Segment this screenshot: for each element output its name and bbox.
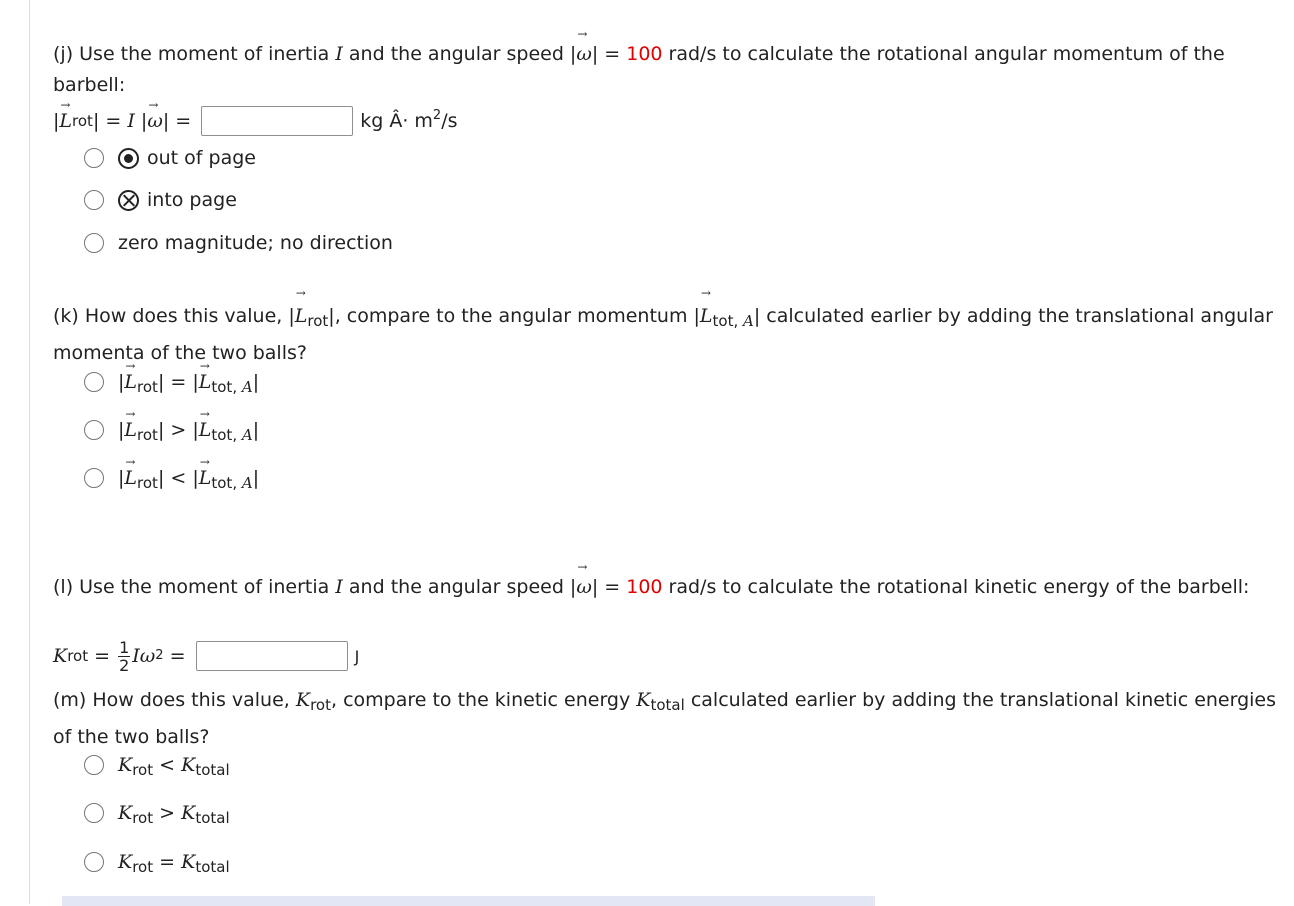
- option-m-less[interactable]: $K_{rot} < K_{total}$: [84, 751, 230, 779]
- option-k-greater[interactable]: |→ $L_{rot}|$ > |→ $L_{tot, A}|$: [84, 416, 259, 444]
- question-m-prompt: (m) How does this value, $K_{rot}$, compare to the kinetic energy $K_{total}$ calculated earlier by adding the translational kinetic energies of the two balls?: [53, 689, 1277, 748]
- radio-button[interactable]: [84, 148, 104, 168]
- option-m-greater[interactable]: $K_{rot} > K_{total}$: [84, 799, 230, 827]
- into-page-icon: [118, 190, 139, 211]
- option-k-less[interactable]: |→ $L_{rot}|$ < |→ $L_{tot, A}|$: [84, 464, 259, 492]
- option-j-zero-magnitude[interactable]: zero magnitude; no direction: [84, 229, 393, 257]
- radio-button[interactable]: [84, 233, 104, 253]
- option-k-equal[interactable]: |→ $L_{rot}|$ = |→ $L_{tot, A}|$: [84, 368, 259, 396]
- angular-momentum-answer-input[interactable]: [201, 106, 353, 136]
- kinetic-energy-answer-input[interactable]: [196, 641, 348, 671]
- option-j-out-of-page[interactable]: out of page: [84, 144, 256, 172]
- question-j-equation: | → L rot | = I | → ω | = kg Â· $m^2/s$: [53, 106, 458, 136]
- question-l-equation: K rot = $\frac{1}{2}$ Iω 2 = J: [53, 637, 360, 675]
- option-m-equal[interactable]: $K_{rot} = K_{total}$: [84, 848, 230, 876]
- question-j-prompt: (j) Use the moment of inertia I and the angular speed |→ ω| = 100 rad/s to calculate the rotational angular momentum of the barbell:: [53, 39, 1278, 101]
- radio-button[interactable]: [84, 420, 104, 440]
- out-of-page-icon: [118, 148, 139, 169]
- radio-button[interactable]: [84, 190, 104, 210]
- angular-momentum-unit: kg Â· $m^2/s$: [360, 108, 458, 132]
- radio-button[interactable]: [84, 755, 104, 775]
- radio-button[interactable]: [84, 468, 104, 488]
- radio-button[interactable]: [84, 852, 104, 872]
- kinetic-energy-unit: J: [354, 646, 360, 666]
- angular-speed-value: 100: [626, 43, 663, 65]
- next-section-band: [62, 896, 875, 906]
- angular-speed-value: 100: [626, 576, 663, 598]
- one-half-fraction: $\frac{1}{2}$: [119, 637, 130, 675]
- option-j-into-page[interactable]: into page: [84, 186, 237, 214]
- page-left-border: [29, 0, 30, 904]
- radio-button[interactable]: [84, 803, 104, 823]
- radio-button[interactable]: [84, 372, 104, 392]
- question-l-prompt: (l) Use the moment of inertia I and the angular speed |→ ω| = 100 rad/s to calculate the rotational kinetic energy of the barbell:: [53, 572, 1278, 603]
- question-k-prompt: (k) How does this value, |→ $L_{rot}|$, compare to the angular momentum |→ $L_{tot, A}|$ calculated earlier by adding the translational angular momenta of the two balls?: [53, 298, 1278, 372]
